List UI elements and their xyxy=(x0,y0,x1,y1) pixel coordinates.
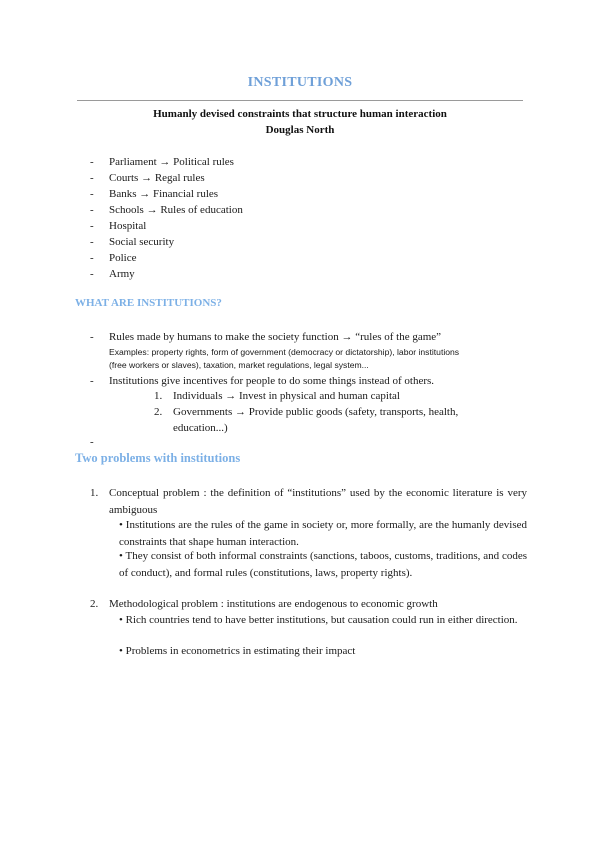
sub-item-number: 1. xyxy=(154,390,163,402)
list-item: - Institutions give incentives for people to do some things instead of others. xyxy=(90,375,435,387)
problem-conceptual-bullet-1: • Institutions are the rules of the game in society or, more formally, are the humanly devised constraints that shape human interaction. xyxy=(119,519,527,548)
list-item: - Army xyxy=(90,268,135,280)
examples-line-1: Examples: property rights, form of government (democracy or dictatorship), labor institutions xyxy=(109,347,460,357)
problem-number: 1. xyxy=(90,487,99,499)
examples-line-2: (free workers or slaves), taxation, market regulations, legal system... xyxy=(109,360,369,370)
list-item: - Social security xyxy=(90,236,175,248)
problem-methodological-bullet-2: • Problems in econometrics in estimating their impact xyxy=(119,645,356,657)
sub-item-governments: Governments → Provide public goods (safety, transports, health, xyxy=(173,406,459,418)
list-item-empty: - xyxy=(90,436,94,448)
problem-methodological: Methodological problem : institutions are endogenous to economic growth xyxy=(109,598,438,610)
title-divider xyxy=(77,100,523,101)
subtitle-author: Douglas North xyxy=(265,124,335,136)
list-item: - Rules made by humans to make the society function → “rules of the game” xyxy=(90,331,442,343)
list-item: - Banks → Financial rules xyxy=(90,188,219,200)
list-item: - Schools → Rules of education xyxy=(90,204,243,216)
subtitle-quote: Humanly devised constraints that structure human interaction xyxy=(153,108,447,120)
list-item: - Police xyxy=(90,252,137,264)
problem-methodological-bullet-1: • Rich countries tend to have better institutions, but causation could run in either direction. xyxy=(119,614,518,626)
section-heading-two-problems: Two problems with institutions xyxy=(75,451,241,465)
page-title: INSTITUTIONS xyxy=(247,75,353,90)
sub-item-governments-cont: education...) xyxy=(173,422,228,434)
problem-conceptual-bullet-2: • They consist of both informal constraints (sanctions, taboos, customs, traditions, and codes of conduct), and formal rules (constitutions, laws, property rights). xyxy=(119,550,527,579)
section-heading-what-are-institutions: WHAT ARE INSTITUTIONS? xyxy=(75,297,222,309)
list-item: - Courts → Regal rules xyxy=(90,172,205,184)
list-item: - Parliament → Political rules xyxy=(90,156,234,168)
sub-item-individuals: Individuals → Invest in physical and human capital xyxy=(173,390,400,402)
problem-number: 2. xyxy=(90,598,99,610)
sub-item-number: 2. xyxy=(154,406,163,418)
list-item: - Hospital xyxy=(90,220,147,232)
problem-conceptual: Conceptual problem : the definition of “institutions” used by the economic literature is very ambiguous xyxy=(109,487,527,516)
